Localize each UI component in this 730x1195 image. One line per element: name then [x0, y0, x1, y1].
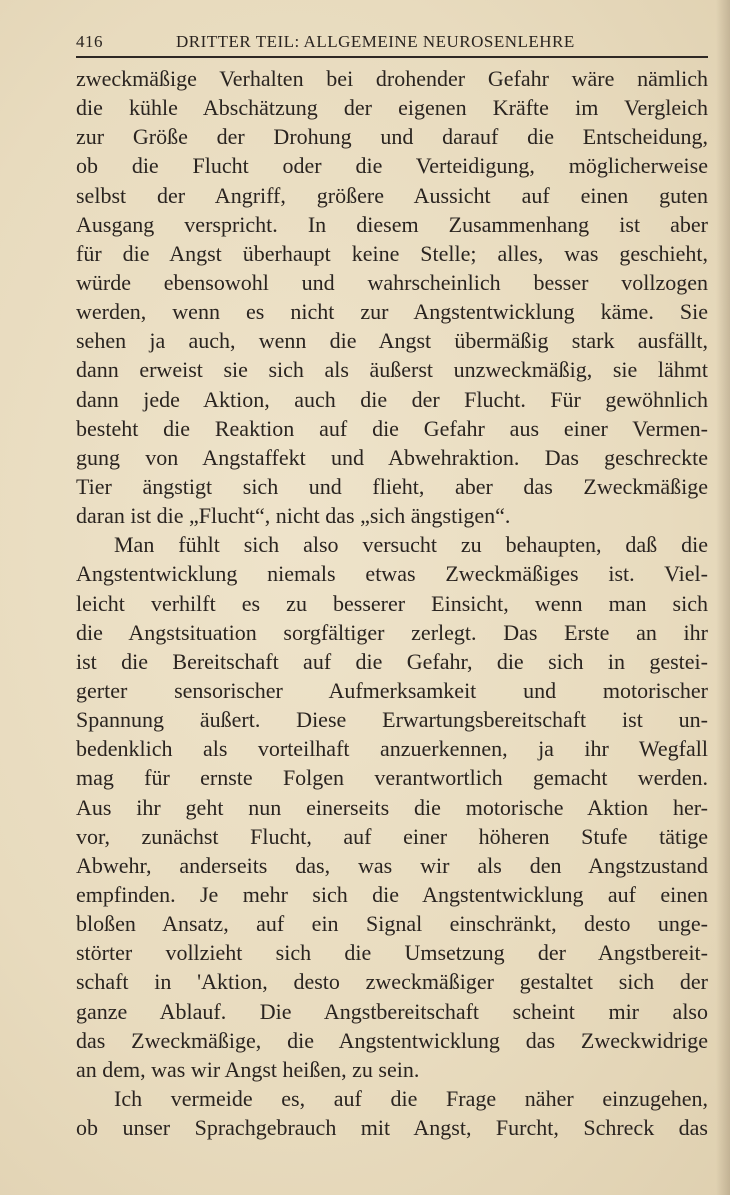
text-line: dann jede Aktion, auch die der Flucht. Für gewöhnlich: [76, 386, 708, 412]
text-line: daran ist die „Flucht“, nicht das „sich ängstigen“.: [76, 503, 511, 529]
text-line: Aus ihr geht nun einerseits die motorische Aktion her-: [76, 794, 708, 820]
text-line: an dem, was wir Angst heißen, zu sein.: [76, 1056, 420, 1082]
header-rule: [76, 56, 708, 58]
text-line: empfinden. Je mehr sich die Angstentwicklung auf einen: [76, 881, 708, 907]
text-line: Angstentwicklung niemals etwas Zweckmäßiges ist. Viel-: [76, 561, 708, 587]
text-line: schaft in 'Aktion, desto zweckmäßiger gestaltet sich der: [76, 969, 708, 995]
running-head: [76, 30, 708, 56]
text-line: gerter sensorischer Aufmerksamkeit und motorischer: [76, 677, 708, 703]
body-text: [76, 64, 708, 1142]
text-line: ist die Bereitschaft auf die Gefahr, die sich in gestei-: [76, 648, 708, 674]
text-line: ob die Flucht oder die Verteidigung, möglicherweise: [76, 153, 708, 179]
text-line: besteht die Reaktion auf die Gefahr aus einer Vermen-: [76, 415, 708, 441]
running-head-title: DRITTER TEIL: ALLGEMEINE NEUROSENLEHRE: [176, 32, 575, 51]
text-line: Ausgang verspricht. In diesem Zusammenhang ist aber: [76, 211, 708, 237]
text-line: die Angstsituation sorgfältiger zerlegt. Das Erste an ihr: [76, 619, 708, 645]
text-line: mag für ernste Folgen verantwortlich gemacht werden.: [76, 765, 708, 791]
text-line: dann erweist sie sich als äußerst unzweckmäßig, sie lähmt: [76, 357, 708, 383]
text-line: vor, zunächst Flucht, auf einer höheren Stufe tätige: [76, 823, 708, 849]
page-number: 416: [76, 32, 103, 51]
text-line: bedenklich als vorteilhaft anzuerkennen, ja ihr Wegfall: [76, 736, 708, 762]
page-gutter-shadow: [716, 0, 730, 1195]
text-line: selbst der Angriff, größere Aussicht auf einen guten: [76, 182, 708, 208]
text-line: störter vollzieht sich die Umsetzung der Angstbereit-: [76, 940, 708, 966]
text-line: zur Größe der Drohung und darauf die Entscheidung,: [76, 124, 708, 150]
text-line: ob unser Sprachgebrauch mit Angst, Furcht, Schreck das: [76, 1115, 708, 1141]
text-line: für die Angst überhaupt keine Stelle; alles, was geschieht,: [76, 240, 708, 266]
text-line: Abwehr, anderseits das, was wir als den Angstzustand: [76, 852, 708, 878]
text-line: Tier ängstigt sich und flieht, aber das Zweckmäßige: [76, 473, 708, 499]
text-line: die kühle Abschätzung der eigenen Kräfte im Vergleich: [76, 95, 708, 121]
text-line: Spannung äußert. Diese Erwartungsbereitschaft ist un-: [76, 707, 708, 733]
text-line: ganze Ablauf. Die Angstbereitschaft scheint mir also: [76, 998, 708, 1024]
text-line: sehen ja auch, wenn die Angst übermäßig stark ausfällt,: [76, 328, 708, 354]
text-line: zweckmäßige Verhalten bei drohender Gefahr wäre nämlich: [76, 66, 708, 91]
text-line: Man fühlt sich also versucht zu behaupten, daß die: [114, 532, 708, 558]
text-line: werden, wenn es nicht zur Angstentwicklung käme. Sie: [76, 299, 708, 325]
text-line: Ich vermeide es, auf die Frage näher einzugehen,: [114, 1085, 708, 1111]
text-line: das Zweckmäßige, die Angstentwicklung das Zweckwidrige: [76, 1027, 708, 1053]
text-line: würde ebensowohl und wahrscheinlich besser vollzogen: [76, 269, 708, 295]
text-line: leicht verhilft es zu besserer Einsicht, wenn man sich: [76, 590, 708, 616]
text-line: gung von Angstaffekt und Abwehraktion. Das geschreckte: [76, 444, 708, 470]
text-line: bloßen Ansatz, auf ein Signal einschränkt, desto unge-: [76, 911, 708, 937]
